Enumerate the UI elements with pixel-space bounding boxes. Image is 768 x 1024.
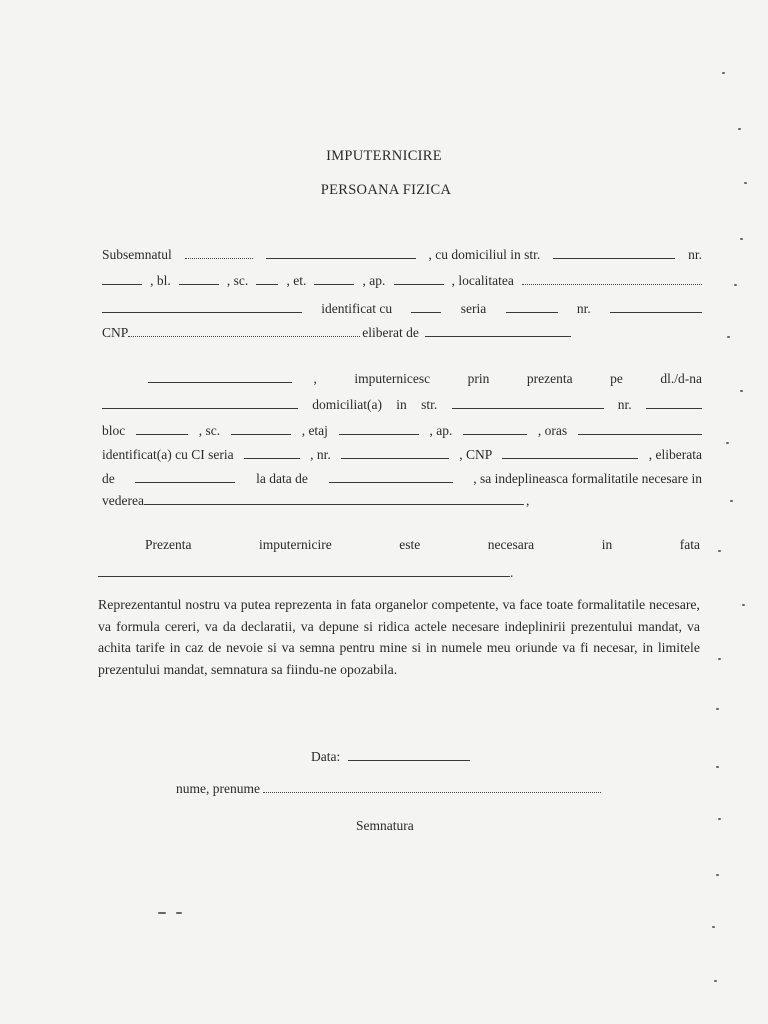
blank-nr3[interactable]	[341, 446, 449, 459]
scan-speck	[734, 284, 737, 286]
date-row	[311, 748, 470, 765]
s2-line-1	[148, 370, 702, 388]
blank-ap[interactable]	[394, 272, 444, 285]
blank-sc2[interactable]	[231, 422, 291, 435]
s3-line-1	[145, 536, 700, 554]
label-et: , et.	[286, 273, 307, 288]
label-bl: , bl.	[150, 273, 171, 288]
blank-cnp2[interactable]	[502, 446, 638, 459]
blank-data[interactable]	[348, 748, 470, 761]
scan-speck	[744, 182, 747, 184]
label-la-data: la data de	[256, 471, 308, 486]
label-nr: nr.	[688, 247, 702, 262]
label-formalitati: , sa indeplineasca formalitatile necesare in	[473, 471, 702, 486]
blank-line3[interactable]	[102, 300, 302, 313]
scan-speck	[740, 238, 743, 240]
scan-speck	[722, 72, 725, 74]
blank-name-dots[interactable]	[185, 246, 253, 259]
s3-line-2	[98, 564, 698, 582]
label-ci-seria: identificat(a) cu CI seria	[102, 447, 234, 462]
mandate-paragraph: Reprezentantul nostru va putea reprezenta in fata organelor competente, va face toate formalitatile necesare, va formula cereri, va da declaratii, va depune si ridica actele necesare indeplinirii prezentului mandat, va achita tarife in caz de nevoie si va semna pentru mine si in numele meu oriunde va fi necesar, in limitele prezentului mandat, semnatura sa fiindu-ne opozabila.	[98, 597, 700, 677]
blank-str2[interactable]	[452, 396, 604, 409]
label-de: de	[102, 471, 115, 486]
label-comma: ,	[313, 371, 317, 386]
scan-speck	[158, 912, 166, 914]
label-cnp2: , CNP	[459, 447, 493, 462]
blank-et[interactable]	[314, 272, 354, 285]
blank-ap2[interactable]	[463, 422, 527, 435]
blank-mandatar[interactable]	[102, 396, 298, 409]
blank-de[interactable]	[135, 470, 235, 483]
label-str: str.	[421, 397, 438, 412]
scan-speck	[718, 658, 721, 660]
label-nr-id: nr.	[576, 301, 591, 316]
blank-seria[interactable]	[506, 300, 558, 313]
scan-speck	[714, 980, 717, 982]
label-pe: pe	[610, 371, 623, 386]
label-identificat: identificat cu	[321, 301, 393, 316]
blank-ci-seria[interactable]	[244, 446, 300, 459]
document-title: IMPUTERNICIRE	[326, 148, 442, 164]
s1-line-3	[102, 300, 702, 318]
label-domiciliat: domiciliat(a)	[312, 397, 383, 412]
label-vederea: vederea	[102, 493, 144, 508]
scan-speck	[716, 708, 719, 710]
label-bloc: bloc	[102, 423, 126, 438]
blank-nr2[interactable]	[646, 396, 702, 409]
s2-line-3	[102, 422, 702, 440]
scan-speck	[718, 550, 721, 552]
label-data: Data:	[311, 749, 341, 764]
label-ap2: , ap.	[429, 423, 453, 438]
label-imputernicesc: imputernicesc	[354, 371, 431, 386]
scan-speck	[726, 442, 729, 444]
blank-act[interactable]	[411, 300, 441, 313]
label-este: este	[399, 537, 421, 552]
scan-speck	[718, 818, 721, 820]
blank-nume-prenume[interactable]	[263, 780, 601, 793]
blank-etaj[interactable]	[339, 422, 419, 435]
label-necesara: necesara	[487, 537, 535, 552]
scan-speck	[716, 874, 719, 876]
s2-line-4	[102, 446, 702, 464]
scan-speck	[727, 336, 730, 338]
s2-line-6	[102, 492, 702, 510]
document-subtitle: PERSOANA FIZICA	[320, 182, 452, 198]
blank-eliberat[interactable]	[425, 324, 571, 337]
blank-vederea[interactable]	[144, 492, 524, 505]
label-vederea-comma: ,	[525, 493, 530, 508]
label-sc2: , sc.	[198, 423, 221, 438]
blank-name[interactable]	[266, 246, 416, 259]
label-prezenta: prezenta	[526, 371, 573, 386]
label-eliberata: , eliberata	[648, 447, 702, 462]
blank-localitatea[interactable]	[522, 272, 702, 285]
label-sc: , sc.	[226, 273, 249, 288]
blank-bloc[interactable]	[136, 422, 188, 435]
label-in2: in	[601, 537, 613, 552]
label-seria: seria	[460, 301, 487, 316]
blank-street[interactable]	[553, 246, 675, 259]
s2-line-5	[102, 470, 702, 488]
blank-in-fata[interactable]	[98, 564, 510, 577]
label-eliberat: eliberat de	[362, 325, 419, 340]
blank-nr-id[interactable]	[610, 300, 702, 313]
scan-speck	[716, 766, 719, 768]
label-subsemnatul: Subsemnatul	[102, 247, 172, 262]
s2-line-2	[102, 396, 702, 414]
label-oras: , oras	[537, 423, 568, 438]
label-imputernicire: imputernicire	[258, 537, 332, 552]
name-row	[176, 780, 601, 797]
label-in: in	[396, 397, 407, 412]
blank-bl[interactable]	[179, 272, 219, 285]
signature-label: Semnatura	[356, 818, 414, 833]
scan-speck	[742, 604, 745, 606]
label-ap: , ap.	[362, 273, 386, 288]
label-period: .	[510, 565, 514, 580]
s1-line-1	[102, 246, 702, 264]
label-prezenta2: Prezenta	[145, 537, 192, 552]
s1-line-2	[102, 272, 702, 290]
scan-speck	[176, 912, 182, 914]
label-localitatea: , localitatea	[451, 273, 514, 288]
blank-sc[interactable]	[256, 272, 278, 285]
label-etaj: , etaj	[301, 423, 328, 438]
label-fata: fata	[679, 537, 700, 552]
scan-speck	[712, 926, 715, 928]
s1-line-4	[102, 324, 702, 342]
label-cnp: CNP	[102, 325, 129, 340]
label-nume-prenume: nume, prenume	[176, 781, 260, 796]
label-nr2: nr.	[617, 397, 632, 412]
blank-cnp[interactable]	[128, 324, 360, 337]
label-dl: dl./d-na	[660, 371, 702, 386]
label-prin: prin	[467, 371, 490, 386]
label-nr3: , nr.	[310, 447, 331, 462]
scan-speck	[740, 390, 743, 392]
label-domiciliu: , cu domiciliul in str.	[428, 247, 541, 262]
scan-speck	[730, 500, 733, 502]
blank-subsemnat[interactable]	[148, 370, 292, 383]
blank-oras[interactable]	[578, 422, 702, 435]
blank-la-data[interactable]	[329, 470, 453, 483]
blank-nr[interactable]	[102, 272, 142, 285]
scan-speck	[738, 128, 741, 130]
